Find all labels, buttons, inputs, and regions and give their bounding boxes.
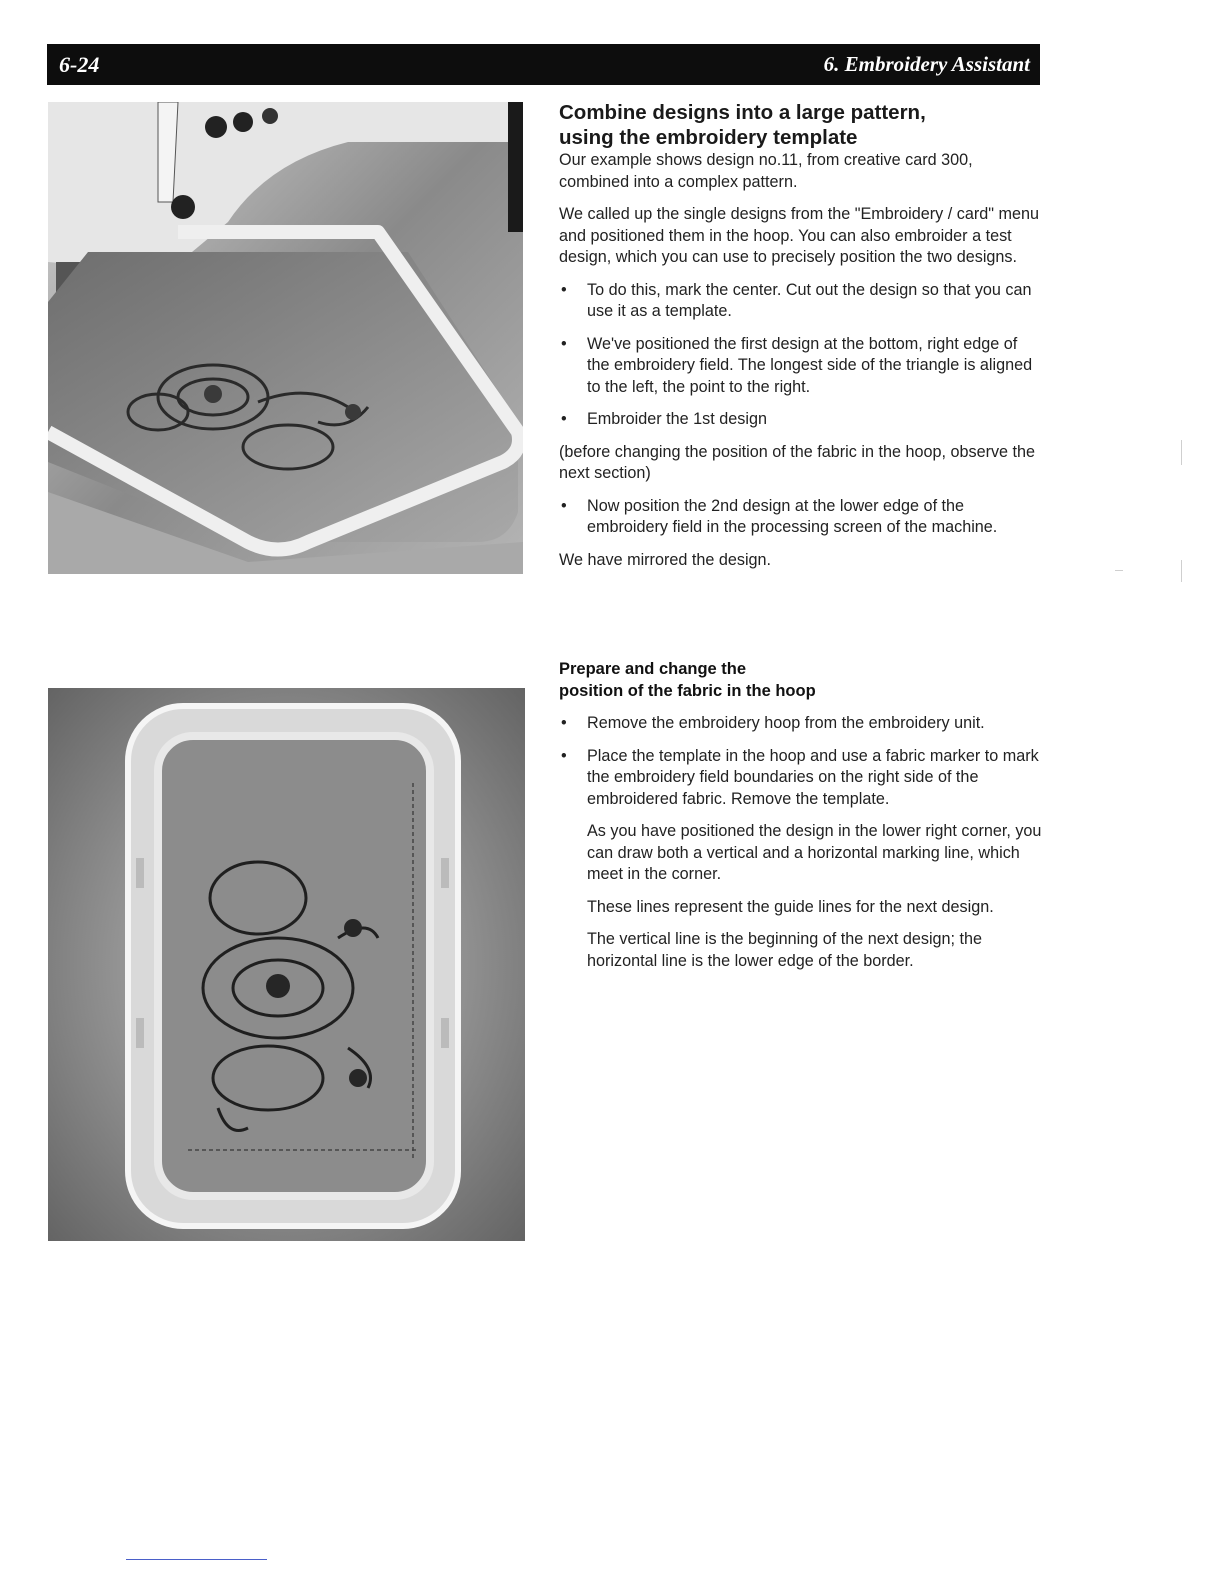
scan-artifact xyxy=(1115,570,1123,571)
section2-paragraph: The vertical line is the beginning of the next design; the horizontal line is the lower edge of the border. xyxy=(587,930,983,970)
page-number: 6-24 xyxy=(59,52,100,77)
section2-title-line1: Prepare and change the xyxy=(559,660,747,678)
section1-title-line2: using the embroidery template xyxy=(559,126,858,149)
page-header xyxy=(47,44,1040,85)
section2-title-line2: position of the fabric in the hoop xyxy=(559,681,816,700)
list-item-text: Now position the 2nd design at the lower edge of the embroidery field in the processing screen of the machine. xyxy=(587,496,998,536)
photo-hoop-template xyxy=(48,688,525,1241)
chapter-title: 6. Embroidery Assistant xyxy=(823,52,1030,76)
section1-title-line1: Combine designs into a large pattern, xyxy=(559,101,926,124)
section-combine-designs xyxy=(559,100,1044,571)
list-item-text: To do this, mark the center. Cut out the design so that you can use it as a template. xyxy=(587,280,1032,320)
footer-rule xyxy=(126,1559,267,1560)
bullet-symbol: • xyxy=(561,280,567,299)
list-item-text: We've positioned the first design at the bottom, right edge of the embroidery field. The longest side of the triangle is aligned to the left, the point to the right. xyxy=(587,334,1033,396)
bullet-symbol: • xyxy=(561,746,567,765)
section1-note: (before changing the position of the fabric in the hoop, observe the next section) xyxy=(559,442,1036,482)
scan-artifact xyxy=(1181,440,1182,465)
section1-intro: Our example shows design no.11, from creative card 300, combined into a complex pattern. xyxy=(559,151,973,191)
scan-artifact xyxy=(1181,560,1182,582)
list-item-text: Remove the embroidery hoop from the embroidery unit. xyxy=(587,714,985,732)
list-item-text: Place the template in the hoop and use a fabric marker to mark the embroidery field boundaries on the right side of the embroidered fabric. Remove the template. xyxy=(587,746,1039,808)
list-item xyxy=(559,334,1044,399)
section1-paragraph: We called up the single designs from the "Embroidery / card" menu and positioned them in the hoop. You can also embroider a test design, which you can use to precisely position the two designs. xyxy=(559,205,1039,266)
list-item xyxy=(559,496,1044,539)
photo-machine-embroidering xyxy=(48,102,523,574)
list-item xyxy=(559,713,1044,735)
list-item xyxy=(559,409,1044,431)
section2-paragraph: These lines represent the guide lines for the next design. xyxy=(587,897,994,916)
list-item xyxy=(559,280,1044,323)
bullet-symbol: • xyxy=(561,496,567,515)
section-prepare-fabric xyxy=(559,659,1044,972)
bullet-symbol: • xyxy=(561,334,567,353)
section2-paragraph: As you have positioned the design in the lower right corner, you can draw both a vertical and a horizontal marking line, which meet in the corner. xyxy=(587,822,1042,883)
bullet-symbol: • xyxy=(561,410,567,428)
list-item xyxy=(559,746,1044,811)
list-item-text: Embroider the 1st design xyxy=(587,410,767,428)
section1-closing: We have mirrored the design. xyxy=(559,550,772,569)
bullet-symbol: • xyxy=(561,714,567,732)
